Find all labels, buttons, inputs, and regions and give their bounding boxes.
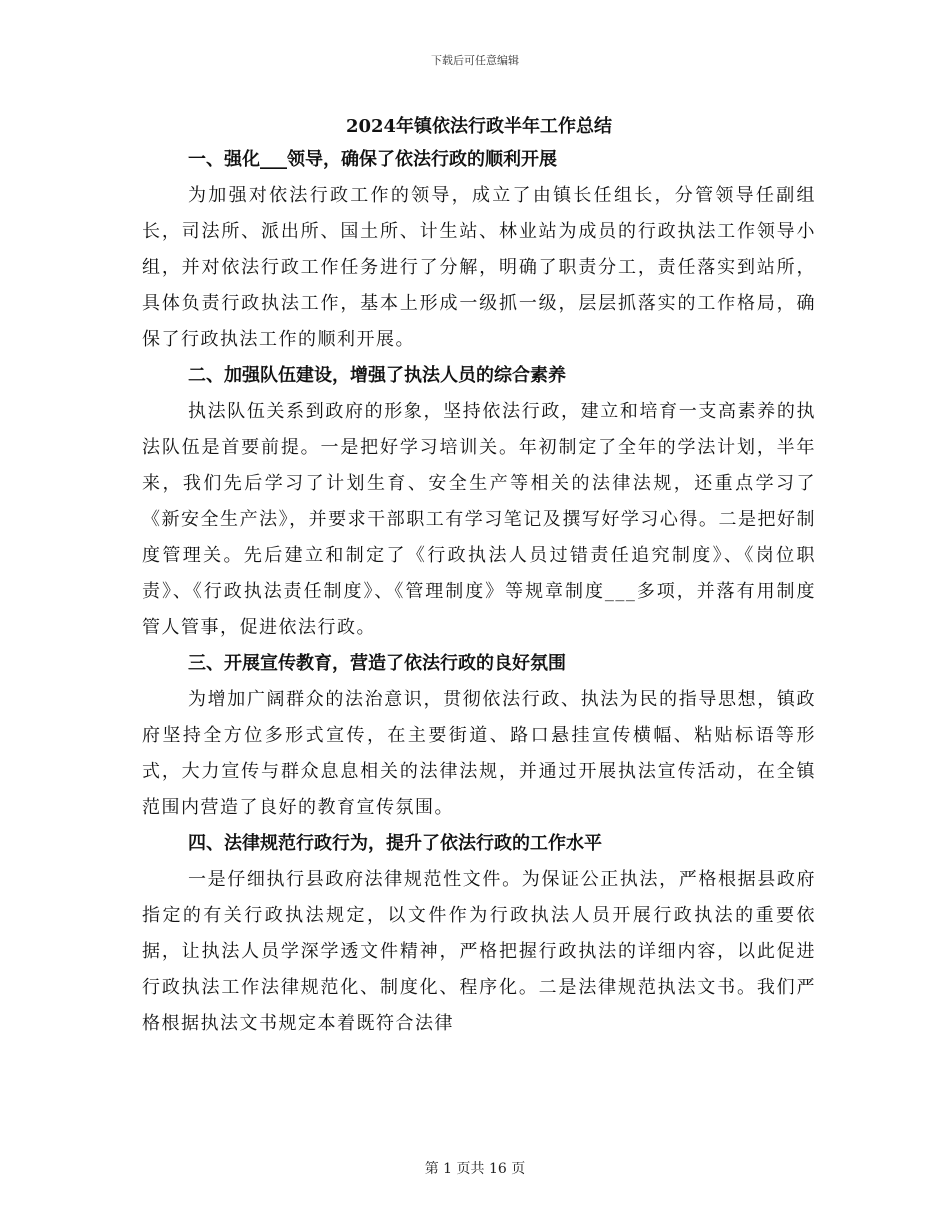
section-heading-3: 三、开展宣传教育，营造了依法行政的良好氛围: [188, 653, 566, 674]
page-header-note: 下载后可任意编辑: [431, 54, 519, 67]
section-heading-2: 二、加强队伍建设，增强了执法人员的综合素养: [188, 365, 566, 386]
document-body: [142, 112, 816, 1042]
section-paragraph-4: 一是仔细执行县政府法律规范性文件。为保证公正执法，严格根据县政府指定的有关行政执法规定，以文件作为行政执法人员开展行政执法的重要依据，让执法人员学深学透文件精神，严格把握行政执法的详细内容，以此促进行政执法工作法律规范化、制度化、程序化。二是法律规范执法文书。我们严格根据执法文书规定本着既符合法律: [142, 869, 816, 1034]
section-heading-4: 四、法律规范行政行为，提升了依法行政的工作水平: [188, 833, 602, 854]
section-paragraph-1: 为加强对依法行政工作的领导，成立了由镇长任组长，分管领导任副组长，司法所、派出所、国土所、计生站、林业站为成员的行政执法工作领导小组，并对依法行政工作任务进行了分解，明确了职责分工，责任落实到站所，具体负责行政执法工作，基本上形成一级抓一级，层层抓落实的工作格局，确保了行政执法工作的顺利开展。: [142, 185, 816, 350]
section-paragraph-3: 为增加广阔群众的法治意识，贯彻依法行政、执法为民的指导思想，镇政府坚持全方位多形式宣传，在主要街道、路口悬挂宣传横幅、粘贴标语等形式，大力宣传与群众息息相关的法律法规，并通过开展执法宣传活动，在全镇范围内营造了良好的教育宣传氛围。: [142, 689, 816, 818]
page-number-footer: 第 1 页共 16 页: [424, 1161, 526, 1177]
section-heading-1: 一、强化___领导，确保了依法行政的顺利开展: [188, 149, 557, 170]
section-paragraph-2: 执法队伍关系到政府的形象，坚持依法行政，建立和培育一支高素养的执法队伍是首要前提。一是把好学习培训关。年初制定了全年的学法计划，半年来，我们先后学习了计划生育、安全生产等相关的法律法规，还重点学习了《新安全生产法》，并要求干部职工有学习笔记及撰写好学习心得。二是把好制度管理关。先后建立和制定了《行政执法人员过错责任追究制度》、《岗位职责》、《行政执法责任制度》、《管理制度》等规章制度___多项，并落有用制度管人管事，促进依法行政。: [142, 401, 816, 638]
document-title: 2024年镇依法行政半年工作总结: [345, 116, 613, 137]
